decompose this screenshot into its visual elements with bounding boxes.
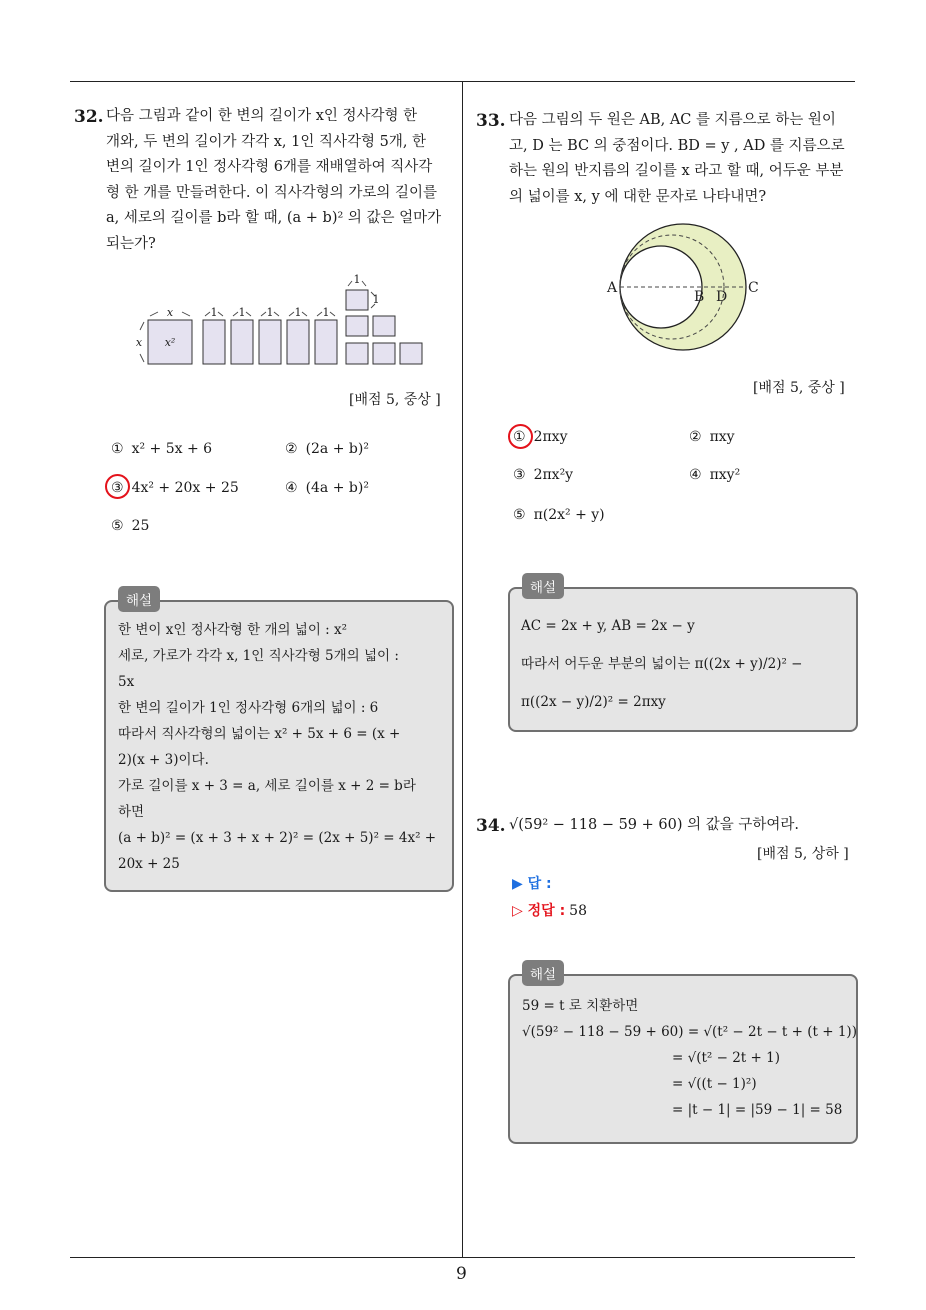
q33-choice-3[interactable] — [513, 467, 573, 483]
q33-line: 의 넓이를 x, y 에 대한 문자로 나타내면? — [509, 188, 767, 205]
unit-square — [400, 343, 422, 364]
x-by-1-rect — [287, 320, 309, 364]
x-by-1-rect — [203, 320, 225, 364]
point-a: A — [607, 280, 618, 296]
label-one: 1 — [210, 306, 218, 319]
inner-circle — [620, 246, 705, 328]
q32-choice-3[interactable] — [111, 480, 239, 496]
choice-number: ① — [111, 441, 124, 457]
q32-choice-5[interactable] — [111, 518, 149, 534]
choice-number: ② — [285, 441, 298, 457]
solution-line: AC = 2x + y, AB = 2x − y — [521, 618, 695, 634]
label-one: 1 — [353, 273, 361, 286]
choice-number: ③ — [513, 467, 526, 483]
q32-choice-4[interactable] — [285, 480, 369, 496]
q34-solution-text — [522, 993, 857, 1123]
solution-line: 가로 길이를 x + 3 = a, 세로 길이를 x + 2 = b라 — [118, 778, 416, 794]
q33-figure — [600, 220, 770, 360]
q33-score: [배점 5, 중상 ] — [753, 380, 845, 396]
q32-line: 개와, 두 변의 길이가 각각 x, 1인 직사각형 5개, 한 — [106, 133, 427, 150]
q32-question — [106, 104, 458, 257]
label-x-top: x — [166, 306, 174, 319]
choice-number: ② — [689, 429, 702, 445]
choice-number: ⑤ — [513, 507, 526, 523]
choice-text: πxy — [709, 429, 735, 445]
q33-choice-1[interactable] — [513, 429, 567, 445]
label-one: 1 — [294, 306, 302, 319]
point-c: C — [748, 280, 759, 296]
choice-text: (4a + b)² — [305, 480, 369, 496]
unit-square — [346, 316, 368, 336]
q32-score: [배점 5, 중상 ] — [349, 392, 441, 408]
q34-solution-tab: 해설 — [522, 960, 564, 986]
q33-number: 33. — [476, 111, 506, 131]
choice-text: (2a + b)² — [305, 441, 369, 457]
q33-line: 다음 그림의 두 원은 AB, AC 를 지름으로 하는 원이 — [509, 112, 836, 128]
q34-score: [배점 5, 상하 ] — [757, 846, 849, 862]
q32-line: 되는가? — [106, 235, 156, 252]
label-one: 1 — [372, 293, 380, 306]
correct-value: 58 — [569, 903, 587, 919]
label-one: 1 — [322, 306, 330, 319]
point-b: B — [694, 289, 705, 305]
unit-square — [373, 316, 395, 336]
q32-solution-tab: 해설 — [118, 586, 160, 612]
x-by-1-rect — [259, 320, 281, 364]
label-one: 1 — [238, 306, 246, 319]
q33-line: 고, D 는 BC 의 중점이다. BD = y , AD 를 지름으로 — [509, 137, 845, 154]
label-one: 1 — [266, 306, 274, 319]
choice-text: πxy² — [709, 467, 741, 483]
solution-line: 한 변이 x인 정사각형 한 개의 넓이 : x² — [118, 622, 348, 638]
q33-choice-5[interactable] — [513, 507, 605, 523]
q32-choice-2[interactable] — [285, 441, 369, 457]
solution-line: 한 변의 길이가 1인 정사각형 6개의 넓이 : 6 — [118, 700, 379, 716]
solution-line: 20x + 25 — [118, 856, 180, 872]
solution-line: √(59² − 118 − 59 + 60) = √(t² − 2t − t + (t + 1)) — [522, 1024, 857, 1040]
answer-label: ▶ 답 : — [512, 876, 552, 892]
solution-line: 5x — [118, 674, 135, 690]
choice-text: 25 — [131, 518, 150, 534]
q32-number: 32. — [74, 107, 104, 127]
label-x-side: x — [135, 336, 143, 349]
q33-line: 하는 원의 반지름의 길이를 x 라고 할 때, 어두운 부분 — [509, 163, 844, 179]
solution-line: π((2x − y)/2)² = 2πxy — [521, 694, 666, 710]
choice-number: ③ — [111, 480, 124, 496]
q32-line: 다음 그림과 같이 한 변의 길이가 x인 정사각형 한 — [106, 108, 418, 124]
choice-number: ⑤ — [111, 518, 124, 534]
choice-number: ④ — [689, 467, 702, 483]
choice-text: π(2x² + y) — [533, 507, 605, 523]
solution-line: 2)(x + 3)이다. — [118, 752, 209, 768]
choice-number: ① — [513, 429, 526, 445]
choice-text: 2πxy — [533, 429, 568, 445]
point-d: D — [716, 289, 728, 305]
choice-number: ④ — [285, 480, 298, 496]
q33-solution-text — [521, 607, 851, 721]
solution-line: 59 = t 로 치환하면 — [522, 998, 639, 1014]
x-by-1-rect — [315, 320, 337, 364]
unit-square — [346, 343, 368, 364]
x-by-1-rect — [231, 320, 253, 364]
q32-line: 변의 길이가 1인 정사각형 6개를 재배열하여 직사각 — [106, 159, 433, 175]
q32-solution-text — [118, 617, 446, 877]
unit-square — [373, 343, 395, 364]
solution-line: 따라서 어두운 부분의 넓이는 π((2x + y)/2)² − — [521, 656, 803, 672]
q34-number: 34. — [476, 816, 506, 836]
q32-figure — [128, 268, 438, 372]
solution-line: (a + b)² = (x + 3 + x + 2)² = (2x + 5)² = 4x² + — [118, 830, 437, 846]
q33-choice-4[interactable] — [689, 467, 740, 483]
label-x-squared: x² — [164, 336, 176, 349]
solution-line: 하면 — [118, 804, 145, 820]
solution-line: = √((t − 1)²) — [672, 1076, 757, 1092]
unit-square — [346, 290, 368, 310]
q32-line: 형 한 개를 만들려한다. 이 직사각형의 가로의 길이를 — [106, 184, 438, 201]
solution-line: 세로, 가로가 각각 x, 1인 직사각형 5개의 넓이 : — [118, 648, 399, 664]
q33-solution-tab: 해설 — [522, 573, 564, 599]
solution-line: = √(t² − 2t + 1) — [672, 1050, 780, 1066]
q33-question — [509, 108, 859, 210]
correct-answer — [512, 900, 587, 920]
q34-question: √(59² − 118 − 59 + 60) 의 값을 구하여라. — [509, 817, 799, 833]
solution-line: 따라서 직사각형의 넓이는 x² + 5x + 6 = (x + — [118, 726, 401, 742]
choice-text: 2πx²y — [533, 467, 574, 483]
bottom-rule — [70, 1257, 855, 1258]
answer-field[interactable] — [512, 873, 552, 893]
q33-choice-2[interactable] — [689, 429, 735, 445]
choice-text: 4x² + 20x + 25 — [131, 480, 239, 496]
choice-text: x² + 5x + 6 — [131, 441, 213, 457]
q32-line: a, 세로의 길이를 b라 할 때, (a + b)² 의 값은 얼마가 — [106, 210, 442, 226]
q32-choice-1[interactable] — [111, 441, 212, 457]
column-divider — [462, 82, 463, 1258]
solution-line: = |t − 1| = |59 − 1| = 58 — [672, 1102, 843, 1118]
correct-label: ▷ 정답 : — [512, 903, 566, 919]
page-number: 9 — [456, 1264, 467, 1284]
